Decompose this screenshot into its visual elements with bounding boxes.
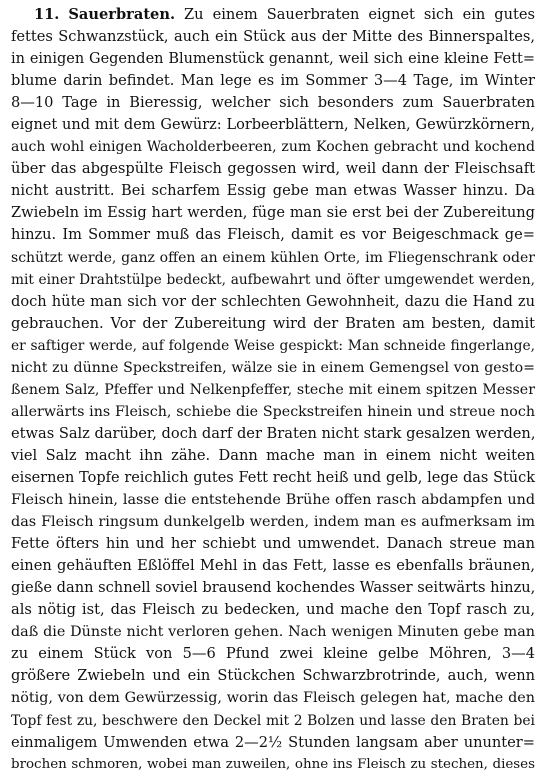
paragraph-line: größere Zwiebeln und ein Stückchen Schwarzbrotrinde, auch, wenn [11,667,535,685]
paragraph-line: nicht zu dünne Speckstreifen, wälze sie in einem Gemengsel von gesto= [11,359,535,376]
paragraph-line: einen gehäuften Eßlöffel Mehl in das Fett, lasse es ebenfalls bräunen, [11,557,535,575]
paragraph-line: Fleisch hinein, lasse die entstehende Brühe offen rasch abdampfen und [11,492,535,509]
paragraph-line: fettes Schwanzstück, auch ein Stück aus der Mitte des Binnerspaltes, [11,28,535,46]
paragraph-line: nicht austritt. Bei scharfem Essig gebe man etwas Wasser hinzu. Da [11,182,535,200]
paragraph-line: gebrauchen. Vor der Zubereitung wird der Braten am besten, damit [11,314,535,332]
paragraph-line: mit einer Drahtstülpe bedeckt, aufbewahrt und öfter umgewendet werden, [11,271,535,288]
paragraph-line: etwas Salz darüber, doch darf der Braten nicht stark gesalzen werden, [11,424,536,442]
section-title: Sauerbraten. [68,6,176,23]
paragraph-line: in einigen Gegenden Blumenstück genannt, weil sich eine kleine Fett= [11,51,535,68]
paragraph-line: Topf fest zu, beschwere den Deckel mit 2 Bolzen und lasse den Braten bei [11,712,535,729]
paragraph-line: allerwärts ins Fleisch, schiebe die Speckstreifen hinein und streue noch [11,403,535,420]
recipe-heading-line [11,4,535,26]
paragraph-line: brochen schmoren, wobei man zuweilen, ohne ins Fleisch zu stechen, dieses [11,756,535,772]
paragraph-line: ßenem Salz, Pfeffer und Nelkenpfeffer, steche mit einem spitzen Messer [11,381,535,398]
section-number: 11. [34,6,60,23]
paragraph-line: blume darin befindet. Man lege es im Sommer 3—4 Tage, im Winter [11,72,535,90]
paragraph-line: gieße dann schnell soviel brausend kochendes Wasser seitwärts hinzu, [11,579,536,597]
paragraph-line: Zu einem Sauerbraten eignet sich ein gutes [184,6,536,23]
paragraph-line: hinzu. Im Sommer muß das Fleisch, damit es vor Beigeschmack ge= [11,226,535,244]
paragraph-line: eignet und mit dem Gewürz: Lorbeerblättern, Nelken, Gewürzkörnern, [11,117,535,134]
paragraph-line: nötig, von dem Gewürzessig, worin das Fleisch gelegen hat, mache den [11,690,535,707]
paragraph-line: über das abgespülte Fleisch gegossen wird, weil dann der Fleischsaft [11,160,535,178]
paragraph-line: viel Salz macht ihn zähe. Dann mache man in einem nicht weiten [11,446,535,464]
paragraph-line: zu einem Stück von 5—6 Pfund zwei kleine gelbe Möhren, 3—4 [11,645,535,663]
paragraph-line: auch wohl einigen Wacholderbeeren, zum Kochen gebracht und kochend [11,139,535,156]
paragraph-line: Fette öfters hin und her schiebt und umwendet. Danach streue man [11,535,535,553]
paragraph-line: doch hüte man sich vor der schlechten Gewohnheit, dazu die Hand zu [11,292,535,310]
paragraph-line: als nötig ist, das Fleisch zu bedecken, und mache den Topf rasch zu, [11,601,535,619]
paragraph-line: das Fleisch ringsum dunkelgelb werden, indem man es aufmerksam im [11,514,535,531]
paragraph-line: schützt werde, ganz offen an einem kühlen Orte, im Fliegenschrank oder [11,249,535,266]
paragraph-line: er saftiger werde, auf folgende Weise gespickt: Man schneide fingerlange, [11,337,535,354]
recipe-text [11,4,535,776]
paragraph-line: einmaligem Umwenden etwa 2—2½ Stunden langsam aber ununter= [11,733,535,751]
paragraph-line: Zwiebeln im Essig hart werden, füge man sie erst bei der Zubereitung [11,204,535,222]
paragraph-line: 8—10 Tage in Bieressig, welcher sich besonders zum Sauerbraten [11,94,535,112]
paragraph-line: daß die Dünste nicht verloren gehen. Nach wenigen Minuten gebe man [11,624,535,641]
paragraph-line: eisernen Topfe reichlich gutes Fett recht heiß und gelb, lege das Stück [11,469,535,486]
